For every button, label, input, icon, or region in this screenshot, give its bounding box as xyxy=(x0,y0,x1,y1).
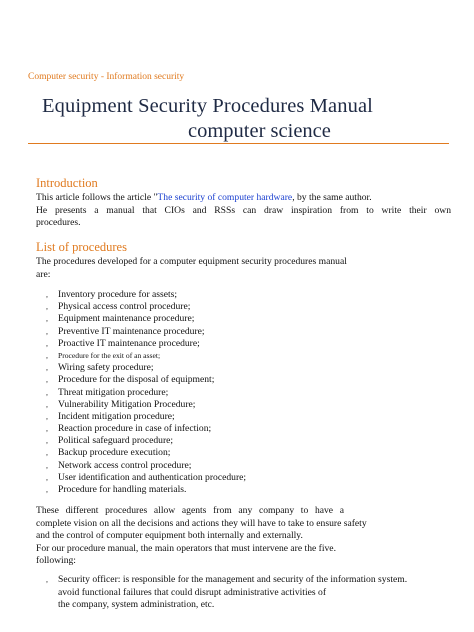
title-divider xyxy=(28,143,449,144)
introduction-paragraph xyxy=(36,192,451,230)
closing-line-2: complete vision on all the decisions and actions they will have to take to ensure safety xyxy=(36,517,367,529)
procedures-heading: List of procedures xyxy=(36,240,127,254)
list-item-label: Equipment maintenance procedure; xyxy=(58,313,195,325)
list-item xyxy=(46,447,246,459)
bullet-marker: , xyxy=(46,350,48,360)
operator-line-3: the company, system administration, etc. xyxy=(58,599,215,610)
bullet-marker: , xyxy=(46,411,48,421)
closing-line-1: These different procedures allow agents from any company to have a xyxy=(36,505,344,516)
list-item-label: Preventive IT maintenance procedure; xyxy=(58,325,205,337)
list-item xyxy=(46,484,246,496)
introduction-text-suffix: , by the same author. xyxy=(292,192,372,203)
introduction-line-3: procedures. xyxy=(36,217,81,228)
list-item-label: Inventory procedure for assets; xyxy=(58,289,178,300)
list-item-label: Network access control procedure; xyxy=(58,459,192,471)
introduction-heading: Introduction xyxy=(36,176,98,190)
list-item-label: Incident mitigation procedure; xyxy=(58,410,175,422)
breadcrumb[interactable]: Computer security - Information security xyxy=(28,72,185,82)
list-item xyxy=(46,387,246,399)
list-item-label: Threat mitigation procedure; xyxy=(58,386,169,398)
bullet-marker: , xyxy=(46,375,48,385)
list-item xyxy=(46,472,246,484)
bullet-marker: , xyxy=(46,424,48,434)
operator-line-2: avoid functional failures that could disrupt administrative activities of xyxy=(58,586,327,598)
list-item xyxy=(46,374,246,386)
list-item xyxy=(46,301,246,313)
bullet-marker: , xyxy=(46,290,48,299)
list-item-label: Procedure for the exit of an asset; xyxy=(58,350,161,360)
list-item-label: Vulnerability Mitigation Procedure; xyxy=(58,398,196,410)
page-subtitle: computer science xyxy=(188,120,331,142)
list-item xyxy=(46,350,246,362)
page-title: Equipment Security Procedures Manual xyxy=(42,95,373,117)
list-item-label: Proactive IT maintenance procedure; xyxy=(58,337,200,349)
closing-line-4: For our procedure manual, the main operators that must intervene are the five. xyxy=(36,542,336,554)
bullet-marker: , xyxy=(46,472,48,482)
list-item-label: Wiring safety procedure; xyxy=(58,362,154,374)
bullet-marker: , xyxy=(46,460,48,470)
list-item xyxy=(46,411,246,423)
procedures-intro-line-1: The procedures developed for a computer equipment security procedures manual xyxy=(36,256,347,267)
operators-list xyxy=(46,574,407,612)
introduction-line-1 xyxy=(36,192,451,205)
bullet-marker: , xyxy=(46,575,48,584)
list-item xyxy=(46,338,246,350)
list-item xyxy=(46,399,246,411)
list-item xyxy=(46,460,246,472)
list-item-label: Procedure for the disposal of equipment; xyxy=(58,374,215,386)
list-item-label: User identification and authentication procedure; xyxy=(58,471,247,483)
procedures-intro-line-2: are: xyxy=(36,268,51,280)
closing-line-5: following: xyxy=(36,555,76,566)
list-item-label: Political safeguard procedure; xyxy=(58,435,174,447)
bullet-marker: , xyxy=(46,387,48,397)
operator-line-1: Security officer: is responsible for the management and security of the information system. xyxy=(58,574,408,585)
bullet-marker: , xyxy=(46,338,48,348)
introduction-line-2: He presents a manual that CIOs and RSSs can draw inspiration from to write their own xyxy=(36,204,451,216)
introduction-text-prefix: This article follows the article " xyxy=(36,192,158,203)
bullet-marker: , xyxy=(46,314,48,324)
list-item xyxy=(46,574,407,612)
closing-paragraph xyxy=(36,505,376,568)
list-item-label: Procedure for handling materials. xyxy=(58,484,187,495)
article-link[interactable]: The security of computer hardware xyxy=(157,192,293,203)
list-item xyxy=(46,423,246,435)
list-item-label: Physical access control procedure; xyxy=(58,301,191,313)
bullet-marker: , xyxy=(46,363,48,373)
list-item xyxy=(46,362,246,374)
bullet-marker: , xyxy=(46,399,48,409)
closing-line-3: and the control of computer equipment both internally and externally. xyxy=(36,530,303,541)
list-item xyxy=(46,326,246,338)
bullet-marker: , xyxy=(46,485,48,494)
list-item xyxy=(46,435,246,447)
bullet-marker: , xyxy=(46,436,48,446)
list-item xyxy=(46,289,246,301)
procedures-list xyxy=(46,289,246,496)
list-item xyxy=(46,313,246,325)
list-item-label: Reaction procedure in case of infection; xyxy=(58,423,212,435)
list-item-label: Backup procedure execution; xyxy=(58,447,171,459)
bullet-marker: , xyxy=(46,326,48,336)
procedures-intro xyxy=(36,256,356,281)
bullet-marker: , xyxy=(46,448,48,458)
bullet-marker: , xyxy=(46,302,48,312)
